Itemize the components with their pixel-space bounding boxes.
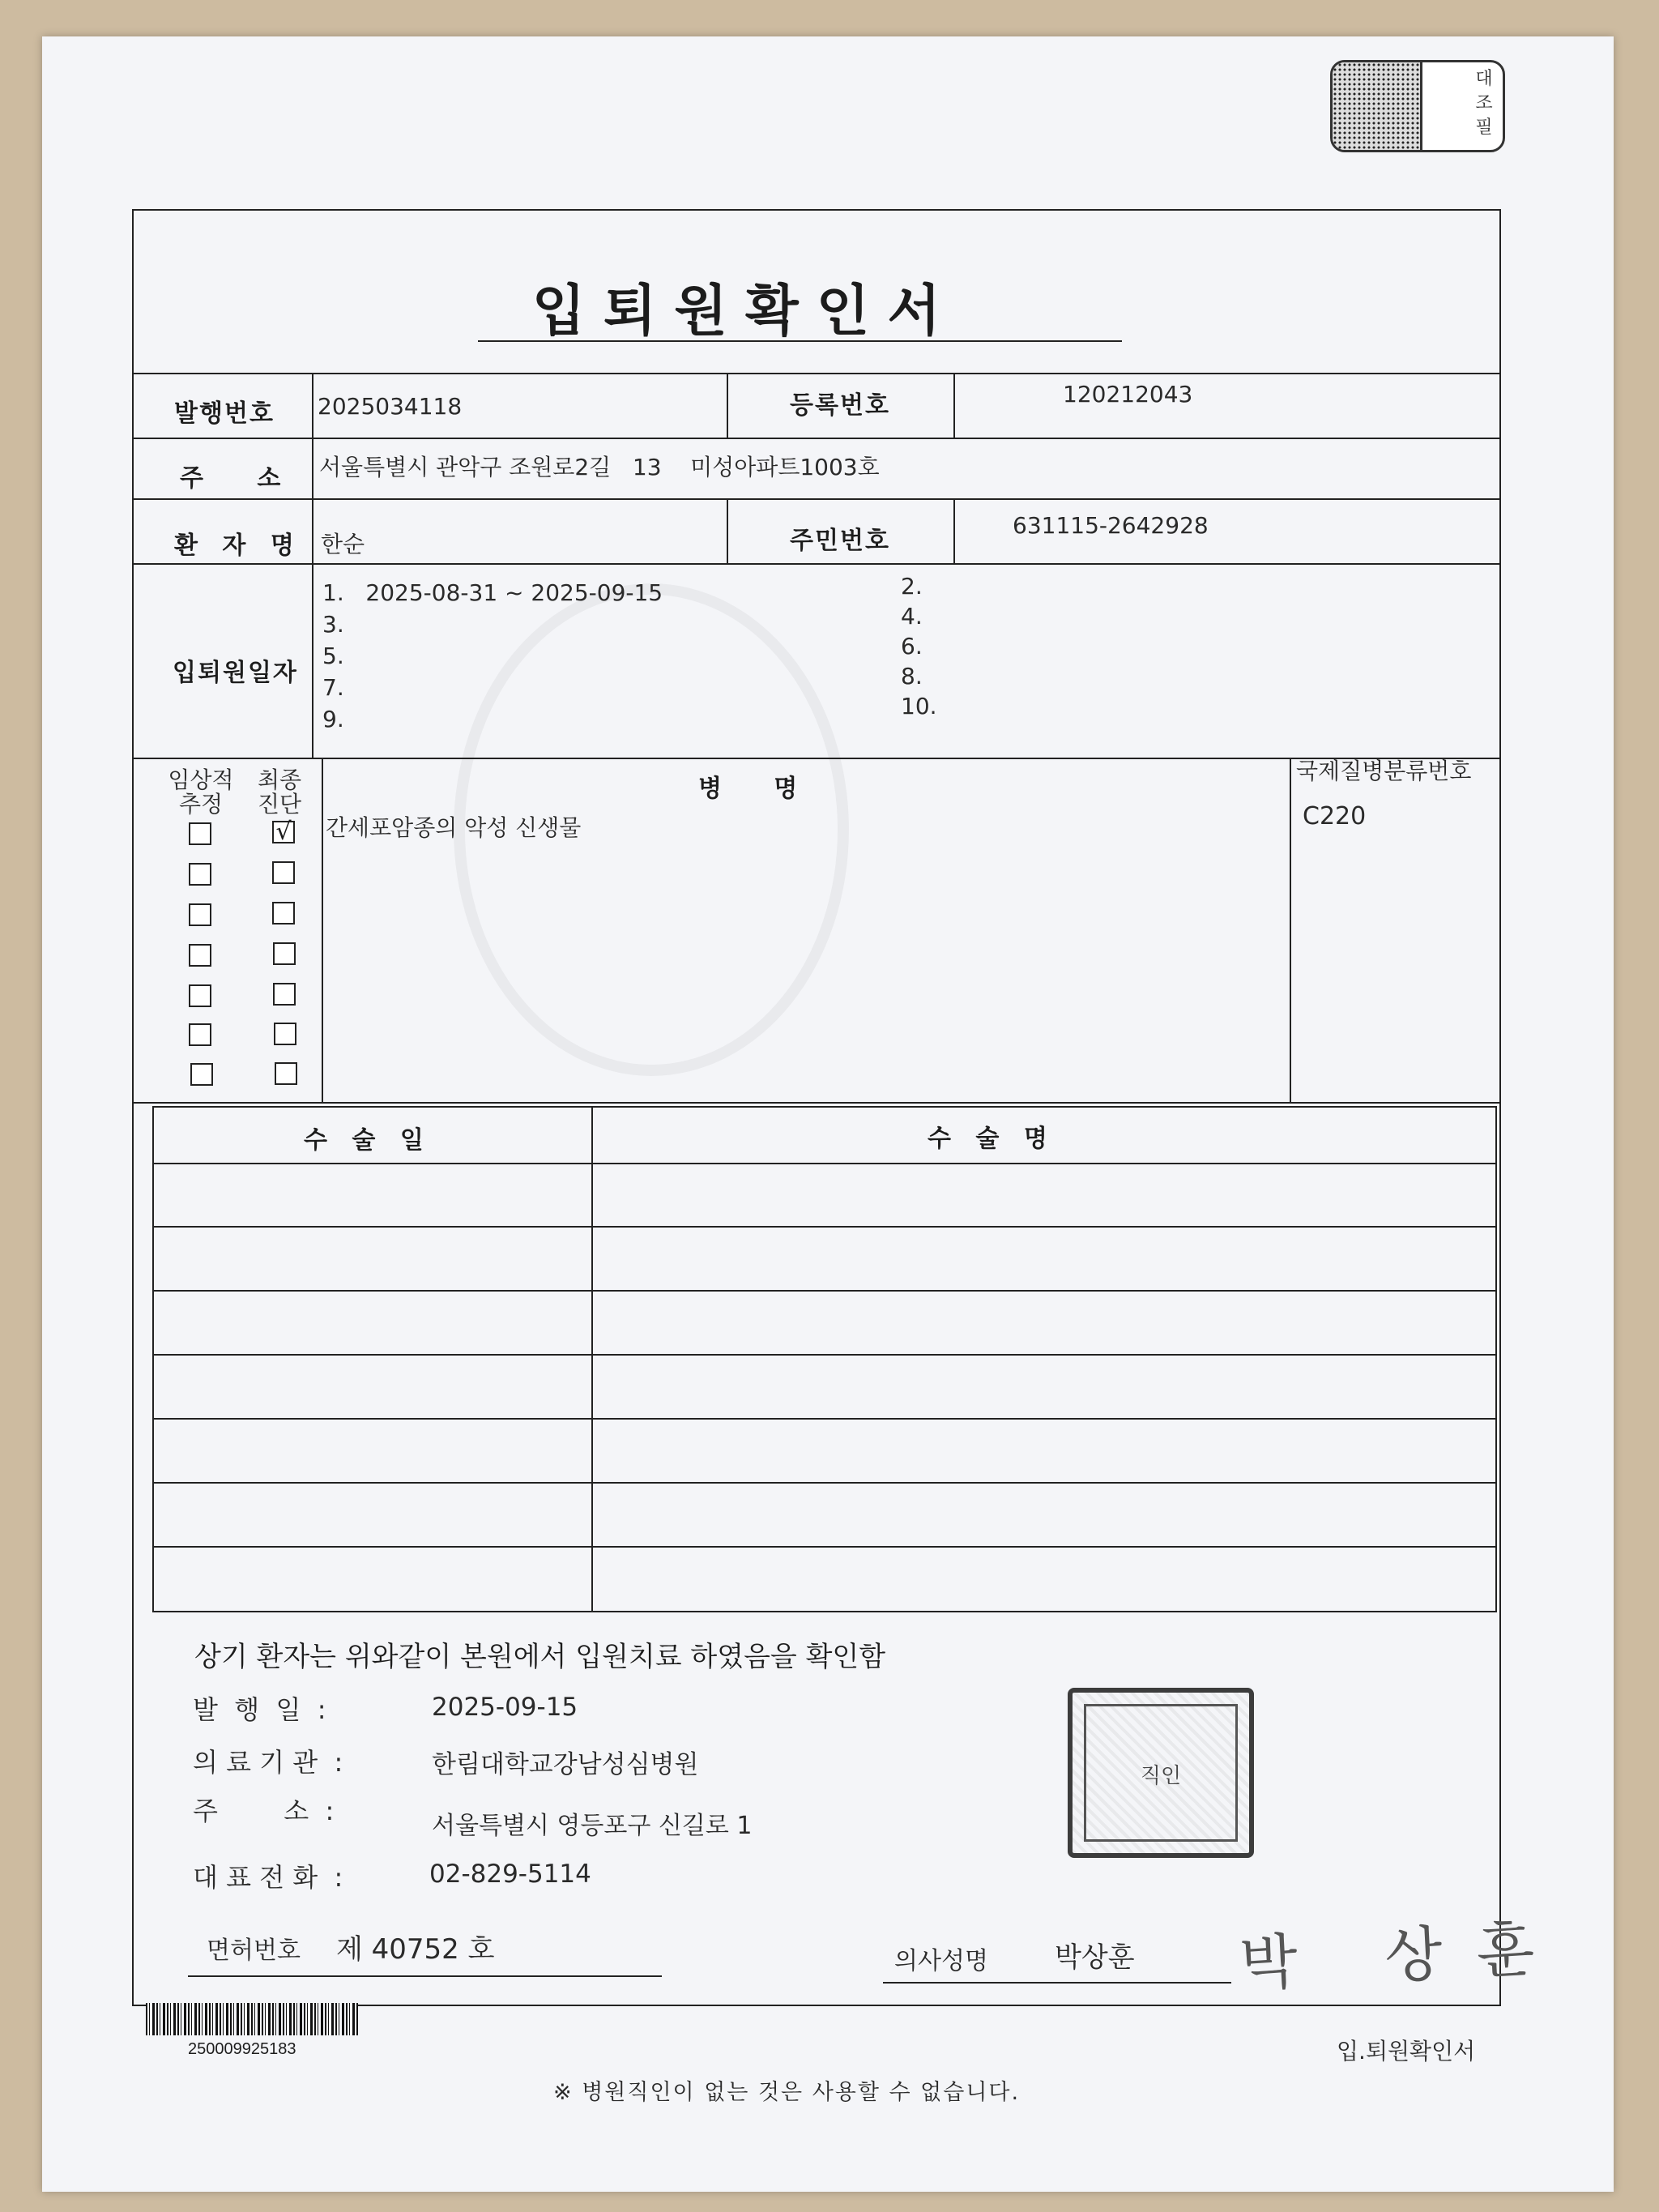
final-checkbox-7[interactable] <box>275 1062 297 1085</box>
barcode-number: 250009925183 <box>188 2040 296 2058</box>
patient-value: 한순 <box>321 531 365 557</box>
reg-no-value: 120212043 <box>1063 381 1193 408</box>
col-line <box>1290 758 1291 1102</box>
admission-row-7: 7. <box>322 674 344 701</box>
icd-code-value: C220 <box>1303 802 1367 831</box>
row-line <box>152 1546 1497 1548</box>
clinical-checkbox-7[interactable] <box>190 1063 213 1086</box>
final-diagnosis-label: 최종 진단 <box>257 767 302 818</box>
disease-name-value: 간세포암종의 악성 신생물 <box>326 814 582 841</box>
clinical-estimate-label: 임상적 추정 <box>168 767 234 818</box>
seal-text: 직인 <box>1140 1764 1182 1788</box>
doctor-name: 박상훈 <box>1055 1941 1135 1974</box>
row-line <box>134 563 1499 565</box>
admission-row-1: 1. 2025-08-31 ~ 2025-09-15 <box>322 579 663 606</box>
col-line <box>953 498 955 563</box>
surgery-date-header: 수 술 일 <box>304 1126 432 1155</box>
admission-row-10: 10. <box>901 693 937 720</box>
admission-row-4: 4. <box>901 603 923 630</box>
issue-date-label: 발 행 일 : <box>193 1694 326 1725</box>
admission-row-2: 2. <box>901 573 923 600</box>
address-label: 주 소 <box>180 464 304 493</box>
row-line <box>134 758 1499 759</box>
clinical-checkbox-6[interactable] <box>189 1023 211 1046</box>
admission-row-9: 9. <box>322 706 344 732</box>
phone-value: 02-829-5114 <box>429 1860 591 1889</box>
doctor-label: 의사성명 <box>894 1947 988 1975</box>
document-title: 입퇴원확인서 <box>531 280 959 344</box>
row-line <box>152 1482 1497 1484</box>
admission-label: 입퇴원일자 <box>173 659 298 687</box>
issue-no-label: 발행번호 <box>174 399 275 428</box>
final-checkbox-5[interactable] <box>273 983 296 1006</box>
col-line <box>591 1106 593 1612</box>
col-line <box>312 373 313 758</box>
hospital-seal <box>1068 1688 1254 1858</box>
surgery-name-header: 수 술 명 <box>928 1125 1056 1153</box>
row-line <box>134 1102 1499 1104</box>
surgery-table <box>152 1106 1497 1612</box>
doctor-signature: 박 상훈 <box>1238 1912 1571 2000</box>
hospital-label: 의 료 기 관 : <box>193 1747 343 1778</box>
col-line <box>727 373 728 438</box>
seal-required-notice: ※ 병원직인이 없는 것은 사용할 수 없습니다. <box>553 2080 1021 2105</box>
clinical-checkbox-1[interactable] <box>189 822 211 845</box>
row-line <box>152 1226 1497 1228</box>
final-checkbox-6[interactable] <box>274 1023 296 1045</box>
admission-row-6: 6. <box>901 633 923 660</box>
stamp-text: 대조필 <box>1475 69 1493 138</box>
admission-row-5: 5. <box>322 643 344 669</box>
hospital-address-value: 서울특별시 영등포구 신길로 1 <box>432 1812 753 1840</box>
col-line <box>322 758 323 1102</box>
admission-row-3: 3. <box>322 611 344 638</box>
resident-no-label: 주민번호 <box>790 527 890 555</box>
final-checkbox-2[interactable] <box>272 861 295 884</box>
document-name-footer: 입.퇴원확인서 <box>1337 2038 1476 2065</box>
clinical-checkbox-3[interactable] <box>189 903 211 926</box>
clinical-checkbox-4[interactable] <box>189 944 211 967</box>
confirmation-statement: 상기 환자는 위와같이 본원에서 입원치료 하였음을 확인함 <box>194 1641 886 1673</box>
license-underline <box>188 1975 662 1977</box>
row-line <box>152 1354 1497 1356</box>
issue-no-value: 2025034118 <box>318 393 463 420</box>
patient-label: 환 자 명 <box>174 532 302 560</box>
col-line <box>727 498 728 563</box>
clinical-checkbox-5[interactable] <box>189 984 211 1007</box>
final-checkbox-3[interactable] <box>272 902 295 925</box>
disease-name-label: 병 명 <box>698 775 800 803</box>
final-checkbox-1-checked[interactable]: √ <box>272 821 295 843</box>
row-line <box>152 1418 1497 1420</box>
reg-no-label: 등록번호 <box>790 391 890 420</box>
row-line <box>152 1290 1497 1292</box>
admission-row-8: 8. <box>901 663 923 690</box>
resident-no-value: 631115-2642928 <box>1013 512 1209 539</box>
icd-code-label: 국제질병분류번호 <box>1296 758 1472 784</box>
clinical-checkbox-2[interactable] <box>189 863 211 886</box>
address-value: 서울특별시 관악구 조원로2길 13 미성아파트1003호 <box>319 454 880 480</box>
hospital-value: 한림대학교강남성심병원 <box>432 1750 699 1779</box>
license-value: 제 40752 호 <box>336 1933 495 1966</box>
row-line <box>134 373 1499 374</box>
phone-label: 대 표 전 화 : <box>193 1862 343 1893</box>
hospital-address-label: 주 소 : <box>193 1796 335 1826</box>
col-line <box>953 373 955 438</box>
license-label: 면허번호 <box>207 1937 301 1965</box>
row-line <box>152 1163 1497 1164</box>
title-underline <box>478 340 1122 342</box>
final-checkbox-4[interactable] <box>273 942 296 965</box>
doctor-underline <box>883 1982 1231 1984</box>
issue-date-value: 2025-09-15 <box>432 1693 578 1722</box>
barcode <box>146 2003 358 2035</box>
row-line <box>134 438 1499 439</box>
row-line <box>134 498 1499 500</box>
